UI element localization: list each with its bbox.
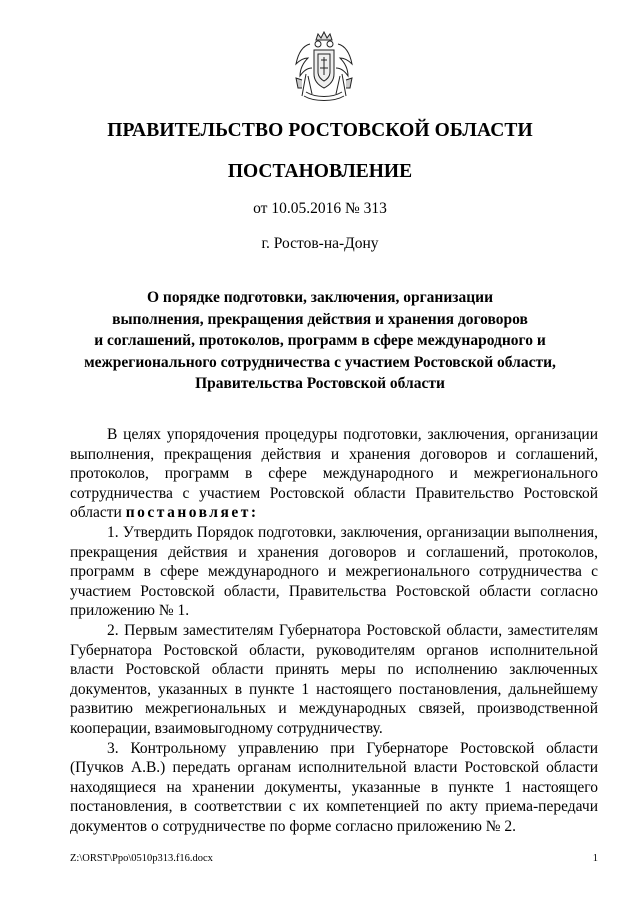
decree-word: постановляет: (125, 504, 259, 522)
intro-text: В целях упорядочения процедуры подготовки, заключения, организации выполнения, прекращения действия и хранения договоров и соглашений, протоколов, программ в сфере международного и межрегионального сотрудничества с участием Ростовской области Правительство Ростовской области (70, 426, 598, 522)
file-path: Z:\ORST\Ppo\0510p313.f16.docx (70, 853, 213, 864)
clause-paragraph: 1. Утвердить Порядок подготовки, заключения, организации выполнения, прекращения действия и хранения договоров и соглашений, протоколов, программ в сфере международного и межрегионального сотрудничества с участием Ростовской области, Правительства Ростовской области согласно приложению № 1. (70, 523, 598, 620)
subject-line: Правительства Ростовской области (195, 375, 445, 392)
clause-paragraph: 3. Контрольному управлению при Губернаторе Ростовской области (Пучков А.В.) передать органам исполнительной власти Ростовской области находящиеся на хранении документы, указанные в пункте 1 настоящего постановления, в соответствии с их компетенцией по акту приема-передачи документов о сотрудничестве по форме согласно приложению № 2. (70, 739, 598, 835)
subject-line: межрегионального сотрудничества с участием Ростовской области, (84, 353, 556, 371)
document-date-number: от 10.05.2016 № 313 (253, 200, 387, 217)
coat-of-arms-icon (292, 30, 356, 104)
subject-line: и соглашений, протоколов, программ в сфере международного и (94, 332, 546, 349)
page-footer (70, 853, 598, 864)
clause-paragraph: 2. Первым заместителям Губернатора Ростовской области, заместителям Губернатора Ростовской области, руководителям органов исполнительной власти Ростовской области принять меры по исполнению заключенных документов, указанных в пункте 1 настоящего постановления, дальнейшему развитию межрегиональных и международных связей, производственной кооперации, взаимовыгодному сотрудничеству. (70, 621, 598, 737)
government-title: ПРАВИТЕЛЬСТВО РОСТОВСКОЙ ОБЛАСТИ (107, 120, 533, 141)
subject-line: выполнения, прекращения действия и хранения договоров (112, 310, 528, 328)
document-body (70, 425, 598, 836)
intro-paragraph (70, 425, 598, 523)
page-number: 1 (592, 853, 598, 864)
document-type: ПОСТАНОВЛЕНИЕ (227, 161, 413, 182)
document-subject (70, 287, 570, 395)
document-city: г. Ростов-на-Дону (261, 235, 379, 252)
subject-line: О порядке подготовки, заключения, организации (146, 289, 494, 306)
